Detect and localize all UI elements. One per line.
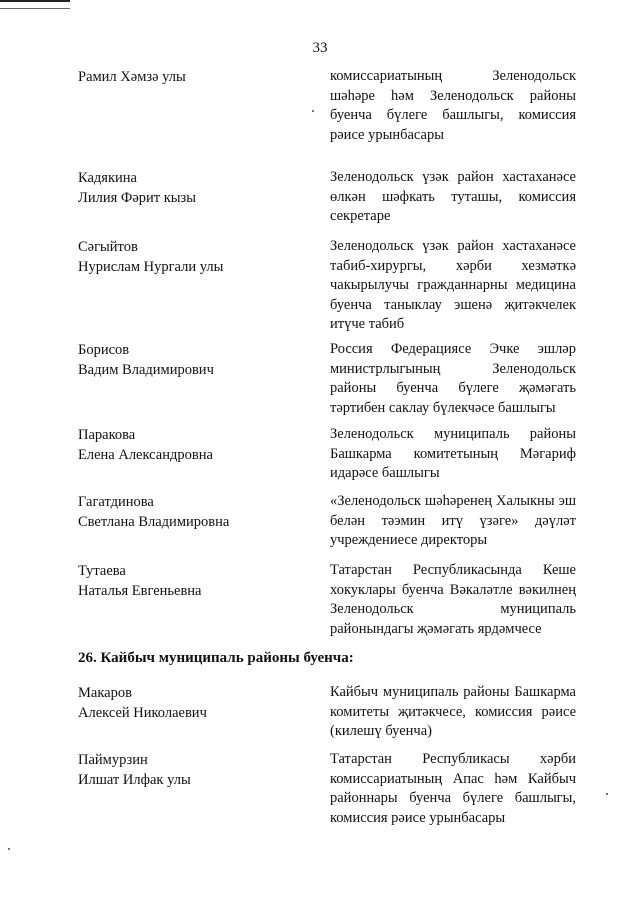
person-role: Зеленодольск муниципаль районы Башкарма комитетының Мәгариф идарәсе башлыгы: [330, 426, 576, 481]
person-role: комиссариатының Зеленодольск шәһәре һәм Зеленодольск районы буенча бүлеге башлыгы, комиссия рәисе урынбасары: [330, 68, 576, 143]
section-heading: 26. Кайбыч муниципаль районы буенча:: [78, 650, 354, 666]
person-role: Татарстан Республикасы хәрби комиссариатының Апас һәм Кайбыч районнары буенча бүлеге башлыгы, комиссия рәисе урынбасары: [330, 751, 576, 826]
surname: Макаров: [78, 685, 132, 701]
page-number: 33: [312, 40, 328, 56]
person-role: Татарстан Республикасында Кеше хокуклары буенча Вәкаләтле вәкилнең Зеленодольск муниципаль районындагы җәмәгать ярдәмчесе: [330, 562, 576, 637]
person-name: [78, 683, 308, 723]
person-role: Россия Федерациясе Эчке эшләр министрлыгының Зеленодольск районы буенча бүлеге җәмәгать тәртибен саклау бүлекчәсе башлыгы: [330, 341, 576, 416]
person-name: [78, 67, 308, 87]
scan-speck: [312, 110, 314, 112]
person-role: Зеленодольск үзәк район хастаханәсе өлкән шәфкать туташы, комиссия секретаре: [330, 169, 576, 224]
person-role: Кайбыч муниципаль районы Башкарма комитеты җитәкчесе, комиссия рәисе (килешү буенча): [330, 684, 576, 739]
given-name: Вадим Владимирович: [78, 362, 214, 378]
surname: Тутаева: [78, 563, 126, 579]
person-name: [78, 492, 308, 532]
person-name: [78, 425, 308, 465]
person-role: Зеленодольск үзәк район хастаханәсе табиб-хирургы, хәрби хезмәткә чакырылучы гражданнарны медицина буенча таныклау эшенә җитәкчелек итүче табиб: [330, 238, 576, 332]
name-line: Рамил Хәмзә улы: [78, 69, 186, 85]
scan-speck: [606, 793, 608, 795]
given-name: Алексей Николаевич: [78, 705, 207, 721]
surname: Гагатдинова: [78, 494, 154, 510]
given-name: Лилия Фәрит кызы: [78, 190, 197, 206]
surname: Паракова: [78, 427, 136, 443]
surname: Сәгыйтов: [78, 239, 138, 255]
surname: Борисов: [78, 342, 130, 358]
scan-speck: [8, 848, 10, 850]
given-name: Елена Александровна: [78, 447, 213, 463]
person-role: «Зеленодольск шәһәренең Халыкны эш белән тәэмин итү үзәге» дәүләт учреждениесе директоры: [330, 493, 576, 548]
surname: Паймурзин: [78, 752, 148, 768]
scan-top-mark: [0, 0, 70, 9]
person-name: [78, 750, 308, 790]
given-name: Светлана Владимировна: [78, 514, 230, 530]
person-name: [78, 340, 308, 380]
person-name: [78, 237, 308, 277]
person-name: [78, 168, 308, 208]
person-name: [78, 561, 308, 601]
surname: Кадякина: [78, 170, 137, 186]
given-name: Илшат Илфак улы: [78, 772, 191, 788]
given-name: Наталья Евгеньевна: [78, 583, 202, 599]
given-name: Нурислам Нургали улы: [78, 259, 224, 275]
